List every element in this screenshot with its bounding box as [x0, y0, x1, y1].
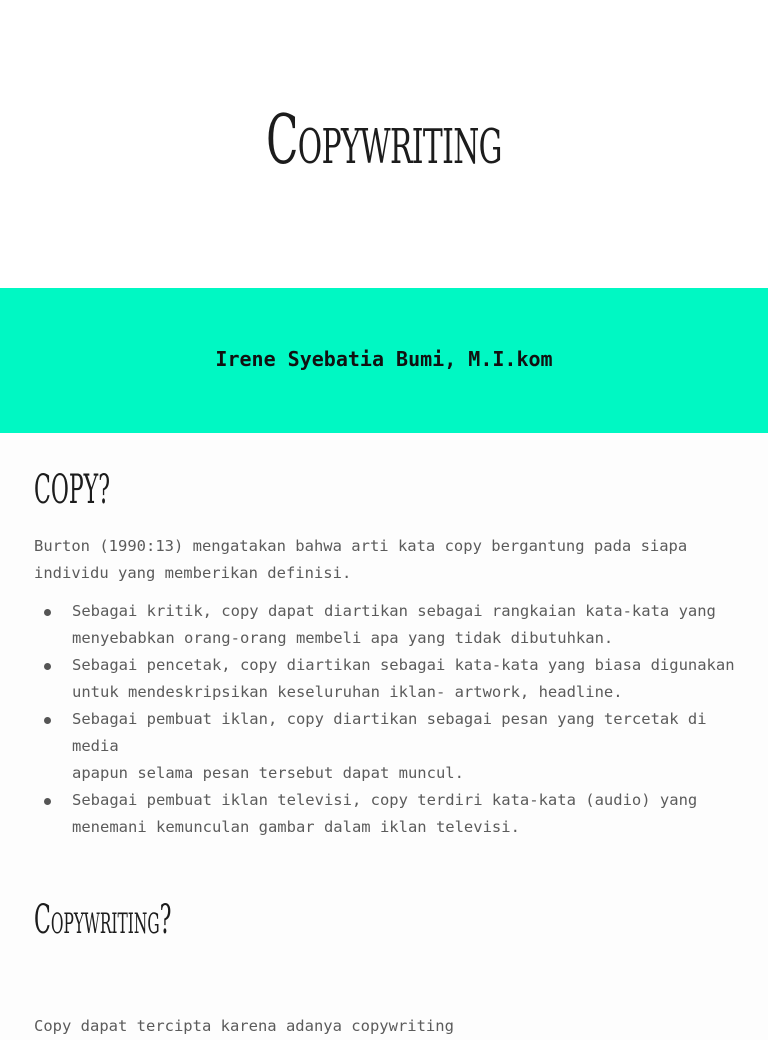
partial-paragraph: Copy dapat tercipta karena adanya copywriting	[34, 1017, 454, 1035]
list-item-line: Sebagai pembuat iklan televisi, copy terdiri kata-kata (audio) yang	[72, 791, 698, 809]
intro-line: Burton (1990:13) mengatakan bahwa arti kata copy bergantung pada siapa	[34, 537, 688, 555]
list-item	[0, 652, 742, 706]
list-item-line: apapun selama pesan tersebut dapat muncul.	[72, 764, 464, 782]
bullet-icon	[44, 798, 51, 805]
section-heading-copywriting: Copywriting?	[34, 897, 172, 943]
list-item	[0, 787, 742, 841]
list-item	[0, 706, 742, 787]
list-item-line: Sebagai pembuat iklan, copy diartikan sebagai pesan yang tercetak di media	[72, 710, 707, 755]
intro-line: individu yang memberikan definisi.	[34, 564, 352, 582]
document-title: Copywriting	[266, 101, 502, 180]
author-band	[0, 288, 768, 433]
list-item-line: Sebagai kritik, copy dapat diartikan sebagai rangkaian kata-kata yang	[72, 602, 716, 620]
list-item-line: untuk mendeskripsikan keseluruhan iklan- artwork, headline.	[72, 683, 623, 701]
list-item-line: menyebabkan orang-orang membeli apa yang tidak dibutuhkan.	[72, 629, 614, 647]
bullet-icon	[44, 663, 51, 670]
definition-list	[0, 598, 768, 841]
intro-paragraph	[34, 533, 734, 587]
section-heading-copy: COPY?	[34, 467, 110, 513]
title-area	[0, 0, 768, 288]
list-item-line: menemani kemunculan gambar dalam iklan televisi.	[72, 818, 520, 836]
bullet-icon	[44, 609, 51, 616]
list-item	[0, 598, 742, 652]
bullet-icon	[44, 717, 51, 724]
list-item-line: Sebagai pencetak, copy diartikan sebagai kata-kata yang biasa digunakan	[72, 656, 735, 674]
author-name: Irene Syebatia Bumi, M.I.kom	[215, 347, 553, 371]
